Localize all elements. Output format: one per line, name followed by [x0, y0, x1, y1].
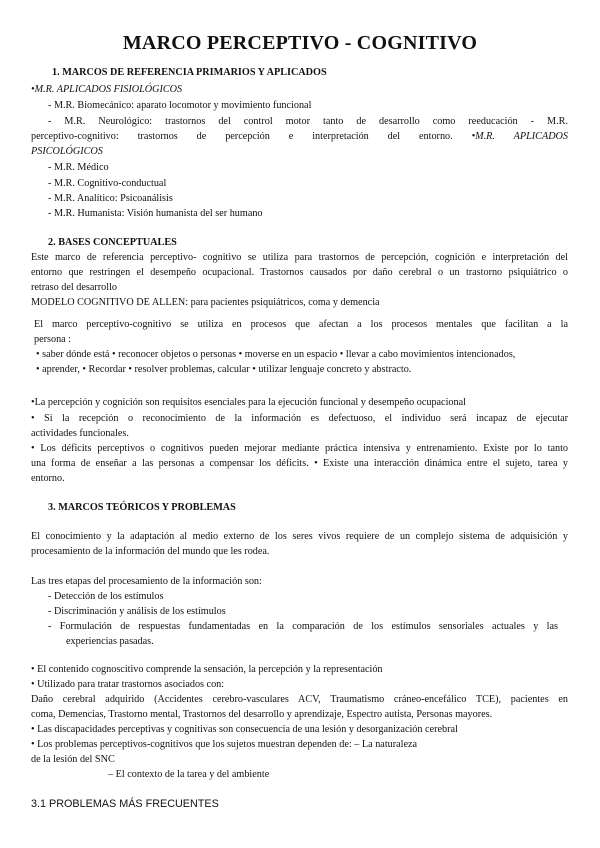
paragraph-line: retraso del desarrollo [31, 282, 117, 293]
stages-intro: Las tres etapas del procesamiento de la información son: [31, 576, 262, 587]
list-item: - Discriminación y análisis de los estímulos [48, 606, 226, 617]
bullet-line: actividades funcionales. [31, 428, 129, 439]
paragraph-line: – El contexto de la tarea y del ambiente [108, 769, 270, 780]
allen-model-label: MODELO COGNITIVO DE ALLEN: [31, 297, 189, 308]
psico-heading-start: •M.R. APLICADOS [452, 131, 569, 142]
allen-model-line [31, 296, 380, 311]
list-item: - M.R. Médico [48, 162, 109, 173]
psico-heading: PSICOLÓGICOS [31, 146, 103, 157]
bullet-line: • Los déficits perceptivos o cognitivos pueden mejorar mediante práctica intensiva y entrenamiento. Existe por lo tanto [31, 443, 568, 454]
bullet-line: • Las discapacidades perceptivas y cognitivas son consecuencia de una lesión y desorganización cerebral [31, 724, 458, 735]
fisio-heading: •M.R. APLICADOS FISIOLÓGICOS [31, 84, 183, 95]
paragraph-line: El conocimiento y la adaptación al medio externo de los seres vivos requiere de un complejo sistema de adquisición y [31, 531, 568, 542]
bullet-line: una forma de enseñar a las personas a compensar los déficits. • Existe una interacción dinámica entre el sujeto, tarea y [31, 458, 568, 469]
item-neurologico: - M.R. Neurológico: trastornos del control motor tanto de desarrollo como reeducación - M.R. [48, 116, 568, 127]
list-item: - Detección de los estímulos [48, 591, 164, 602]
paragraph-line: entorno que restringen el desempeño ocupacional. Trastornos causados por daño cerebral o un trastorno psiquiátrico o [31, 267, 568, 278]
list-item: - M.R. Analítico: Psicoanálisis [48, 193, 173, 204]
paragraph-line: persona : [34, 334, 72, 345]
list-item: - M.R. Humanista: Visión humanista del ser humano [48, 208, 263, 219]
bullet-line: • El contenido cognoscitivo comprende la sensación, la percepción y la representación [31, 664, 383, 675]
bullet-line: • saber dónde está • reconocer objetos o personas • moverse en un espacio • llevar a cabo movimientos intencionados, [36, 349, 516, 360]
bullet-line: • Utilizado para tratar trastornos asociados con: [31, 679, 225, 690]
allen-model-text: para pacientes psiquiátricos, coma y demencia [188, 297, 380, 308]
list-item-continuation: experiencias pasadas. [66, 636, 154, 647]
section-2-heading: 2. BASES CONCEPTUALES [48, 237, 177, 248]
paragraph-line: de la lesión del SNC [31, 754, 115, 765]
paragraph-line: Este marco de referencia perceptivo- cognitivo se utiliza para trastornos de percepción, cognición e interpretación del [31, 252, 568, 263]
item-perceptivo-cognitivo [31, 130, 568, 145]
paragraph-line: El marco perceptivo-cognitivo se utiliza en procesos que afectan a los procesos mentales que facilitan a la [34, 319, 568, 330]
list-item: - M.R. Cognitivo-conductual [48, 178, 167, 189]
section-1-heading: 1. MARCOS DE REFERENCIA PRIMARIOS Y APLICADOS [52, 67, 327, 78]
page-title: MARCO PERCEPTIVO - COGNITIVO [122, 32, 478, 54]
perceptivo-cognitivo-text: perceptivo-cognitivo: trastornos de percepción e interpretación del entorno. [31, 131, 453, 142]
subsection-3-1-heading: 3.1 PROBLEMAS MÁS FRECUENTES [31, 798, 219, 810]
paragraph-line: Daño cerebral adquirido (Accidentes cerebro-vasculares ACV, Traumatismo cráneo-encefálico TCE), pacientes en [31, 694, 568, 705]
bullet-line: • aprender, • Recordar • resolver problemas, calcular • utilizar lenguaje concreto y abstracto. [36, 364, 412, 375]
bullet-line: entorno. [31, 473, 65, 484]
paragraph-line: coma, Demencias, Trastorno mental, Trastornos del desarrollo y aprendizaje, Espectro autista, Personas mayores. [31, 709, 493, 720]
item-biomecanico: - M.R. Biomecánico: aparato locomotor y movimiento funcional [48, 100, 312, 111]
bullet-line: • Si la recepción o reconocimiento de la información es defectuoso, el individuo será incapaz de ejecutar [31, 413, 568, 424]
bullet-line: •La percepción y cognición son requisitos esenciales para la ejecución funcional y desempeño ocupacional [31, 397, 466, 408]
bullet-line: • Los problemas perceptivos-cognitivos que los sujetos muestran dependen de: – La naturaleza [31, 739, 418, 750]
list-item: - Formulación de respuestas fundamentadas en la comparación de los estímulos sensoriales actuales y las [48, 621, 558, 632]
section-3-heading: 3. MARCOS TEÓRICOS Y PROBLEMAS [48, 502, 236, 513]
paragraph-line: procesamiento de la información del mundo que les rodea. [31, 546, 270, 557]
